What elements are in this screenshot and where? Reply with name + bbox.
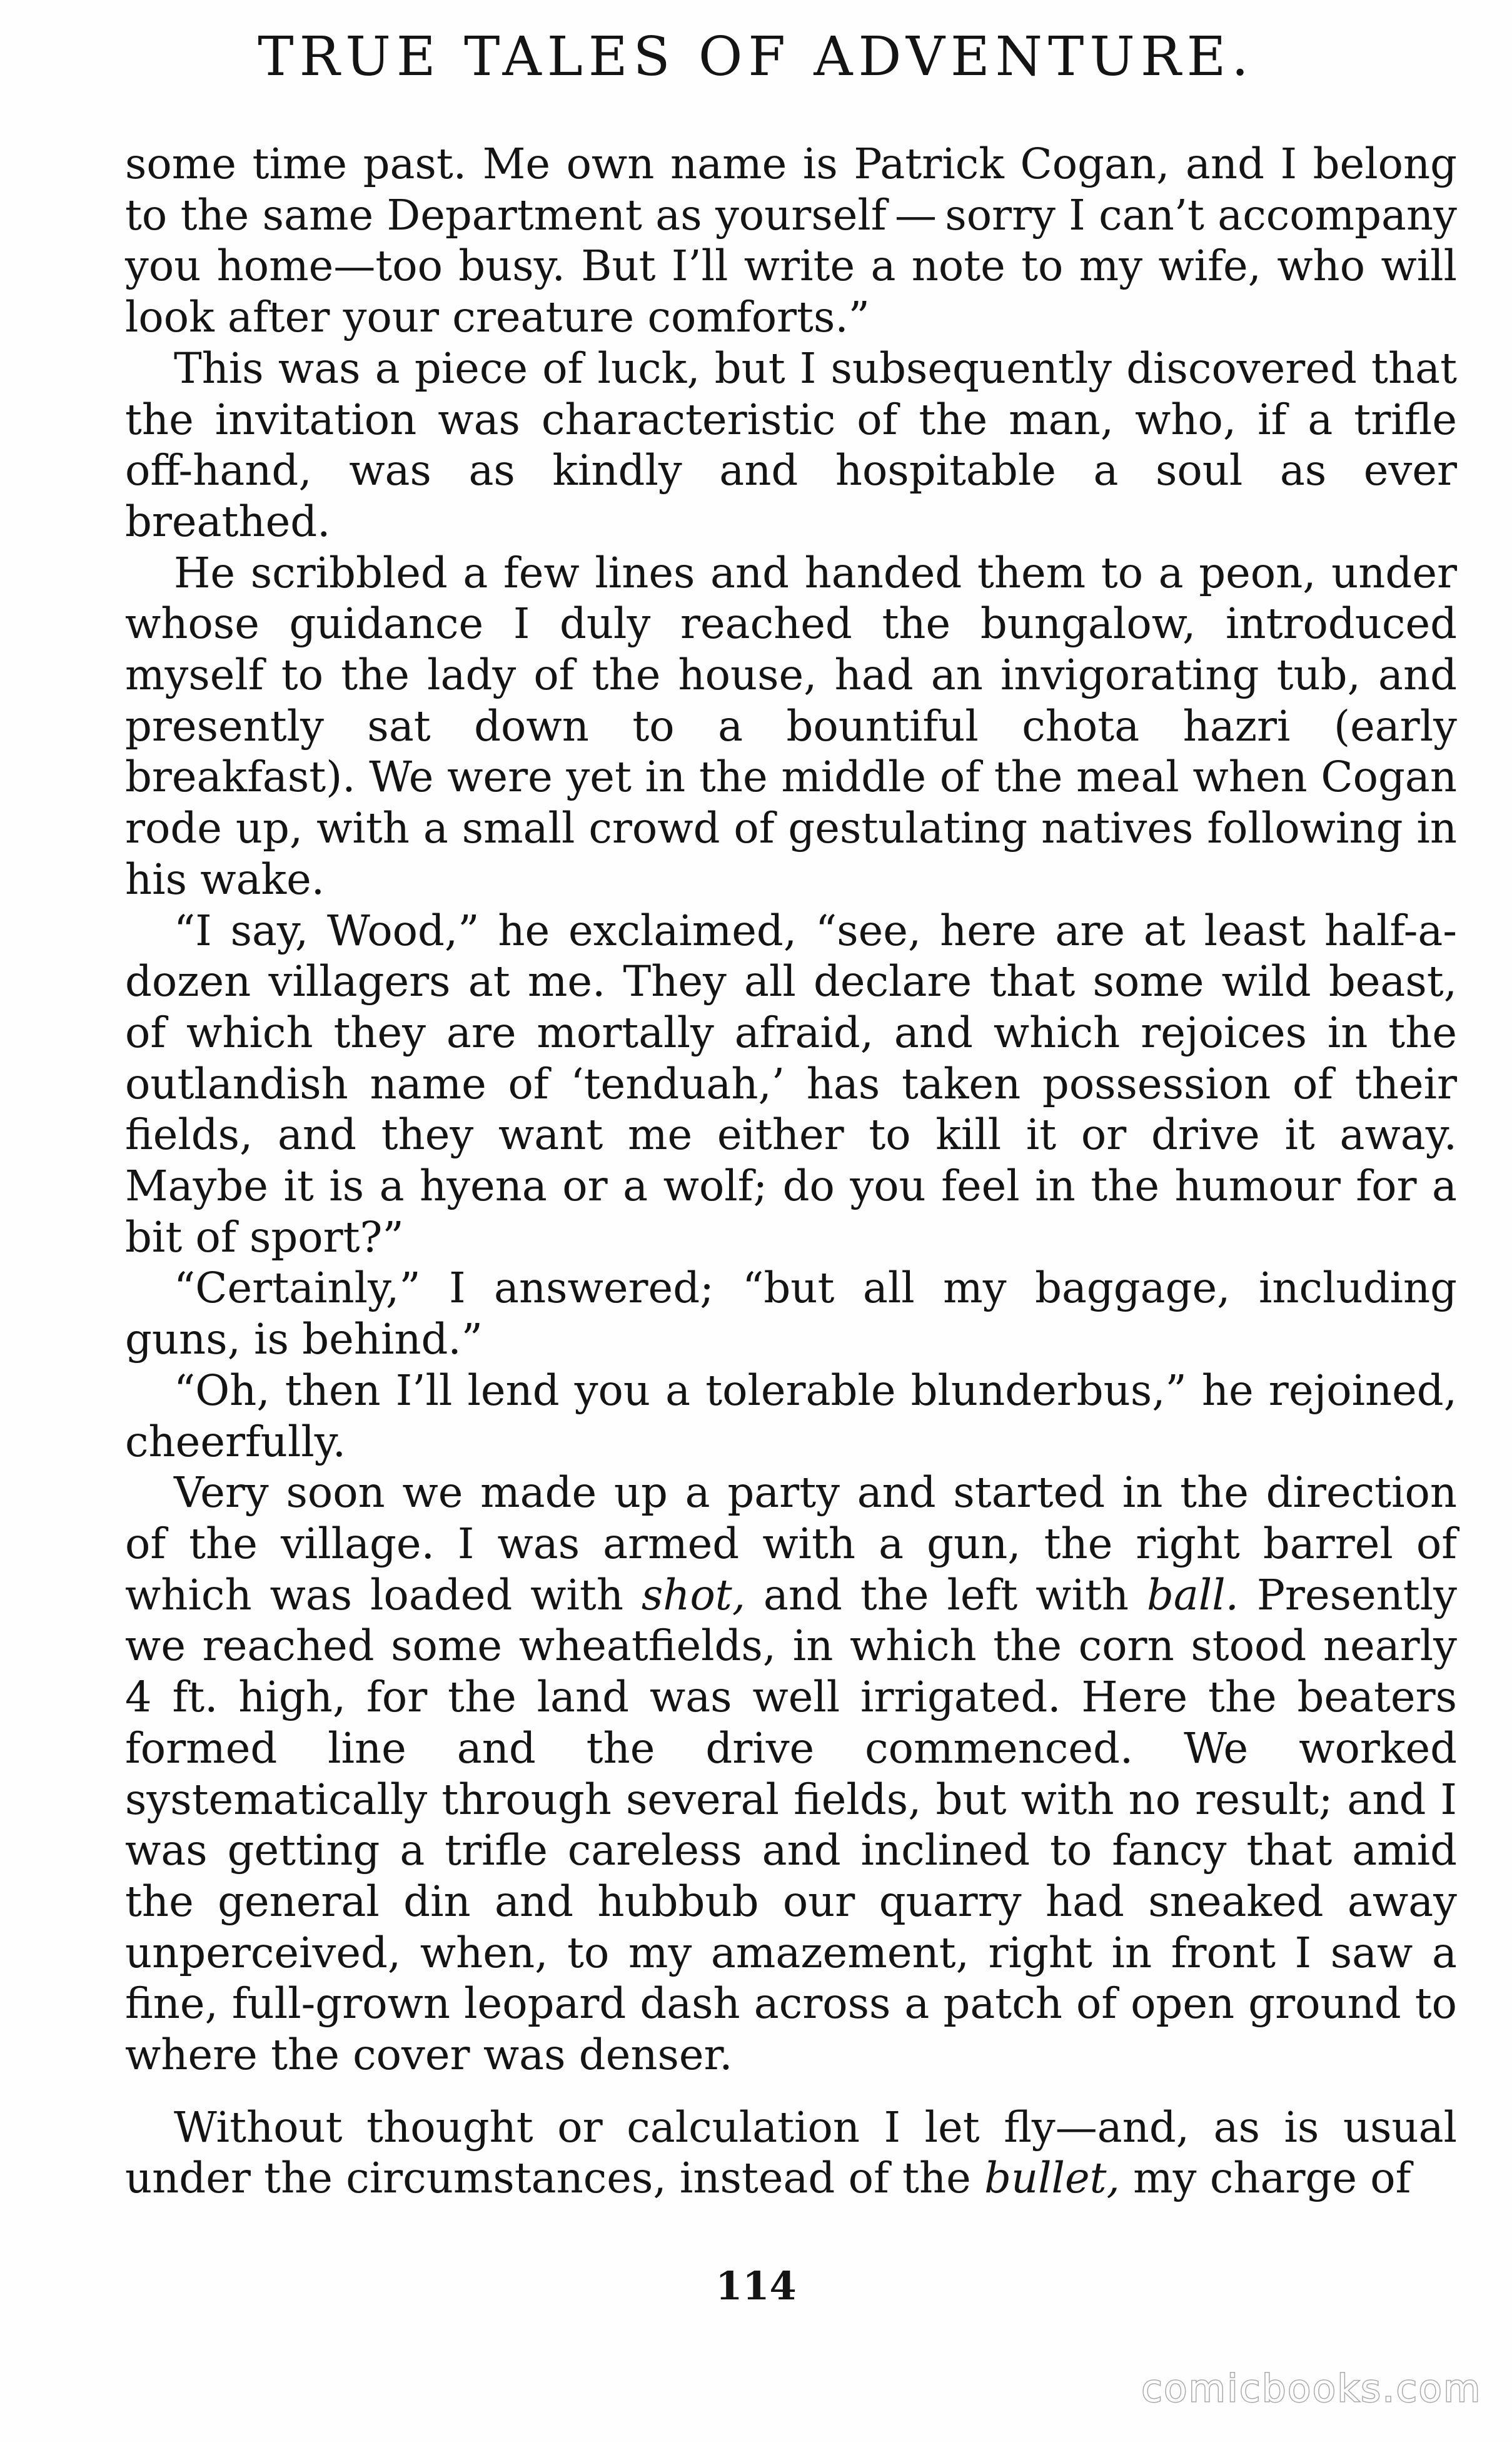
running-head: TRUE TALES OF ADVENTURE.: [258, 26, 1254, 88]
paragraph-7-text-a: Very soon we made up a party and started in the direction of the village. I was armed with a gun, the right barrel of which was loaded with: [125, 1468, 1457, 1619]
paragraph-4: “I say, Wood,” he exclaimed, “see, here are at least half-a-dozen villagers at me. They all declare that some wild beast, of which they are mortally afraid, and which rejoices in the outlandish name of ‘tenduah,’ has taken possession of their fields, and they want me either to kill it or drive it away. Maybe it is a hyena or a wolf; do you feel in the humour for a bit of sport?”: [125, 906, 1457, 1262]
paragraph-3: He scribbled a few lines and handed them to a peon, under whose guidance I duly reached the bungalow, introduced myself to the lady of the house, had an invigorating tub, and presently sat down to a bountiful chota hazri (early breakfast). We were yet in the middle of the meal when Cogan rode up, with a small crowd of gestulating natives following in his wake.: [125, 548, 1457, 904]
paragraph-8-text-b: my charge of: [1119, 2154, 1411, 2203]
italic-word-bullet: bullet,: [984, 2154, 1120, 2203]
body-text: [125, 139, 1457, 2204]
paragraph-1: some time past. Me own name is Patrick Cogan, and I belong to the same Department as yourself — sorry I can’t accompany you home—too busy. But I’ll write a note to my wife, who will look after your creature comforts.”: [125, 139, 1457, 342]
page-number: 114: [715, 2263, 797, 2309]
italic-word-shot: shot,: [641, 1570, 746, 1619]
paragraph-2: This was a piece of luck, but I subsequently discovered that the invitation was characteristic of the man, who, if a trifle off-hand, was as kindly and hospitable a soul as ever breathed.: [125, 343, 1457, 546]
paragraph-7-text-b: and the left with: [745, 1570, 1147, 1619]
paragraph-7-text-c: Presently we reached some wheatfields, in which the corn stood nearly 4 ft. high, for the land was well irrigated. Here the beaters formed line and the drive commenced. We worked systematically through several fields, but with no result; and I was getting a trifle careless and inclined to fancy that amid the general din and hubbub our quarry had sneaked away unperceived, when, to my amazement, right in front I saw a fine, full-grown leopard dash across a patch of open ground to where the cover was denser.: [125, 1570, 1457, 2080]
paragraph-8-text-a: Without thought or calculation I let fly—and, as is usual under the circumstances, instead of the: [125, 2102, 1457, 2203]
paragraph-5: “Certainly,” I answered; “but all my baggage, including guns, is behind.”: [125, 1264, 1457, 1364]
watermark-logo: comicbooks.com: [1141, 2367, 1482, 2411]
italic-word-ball: ball.: [1146, 1570, 1239, 1619]
paragraph-7: [125, 1467, 1457, 2080]
paragraph-6: “Oh, then I’ll lend you a tolerable blunderbus,” he rejoined, cheerfully.: [125, 1365, 1457, 1466]
paragraph-8: [125, 2102, 1457, 2204]
